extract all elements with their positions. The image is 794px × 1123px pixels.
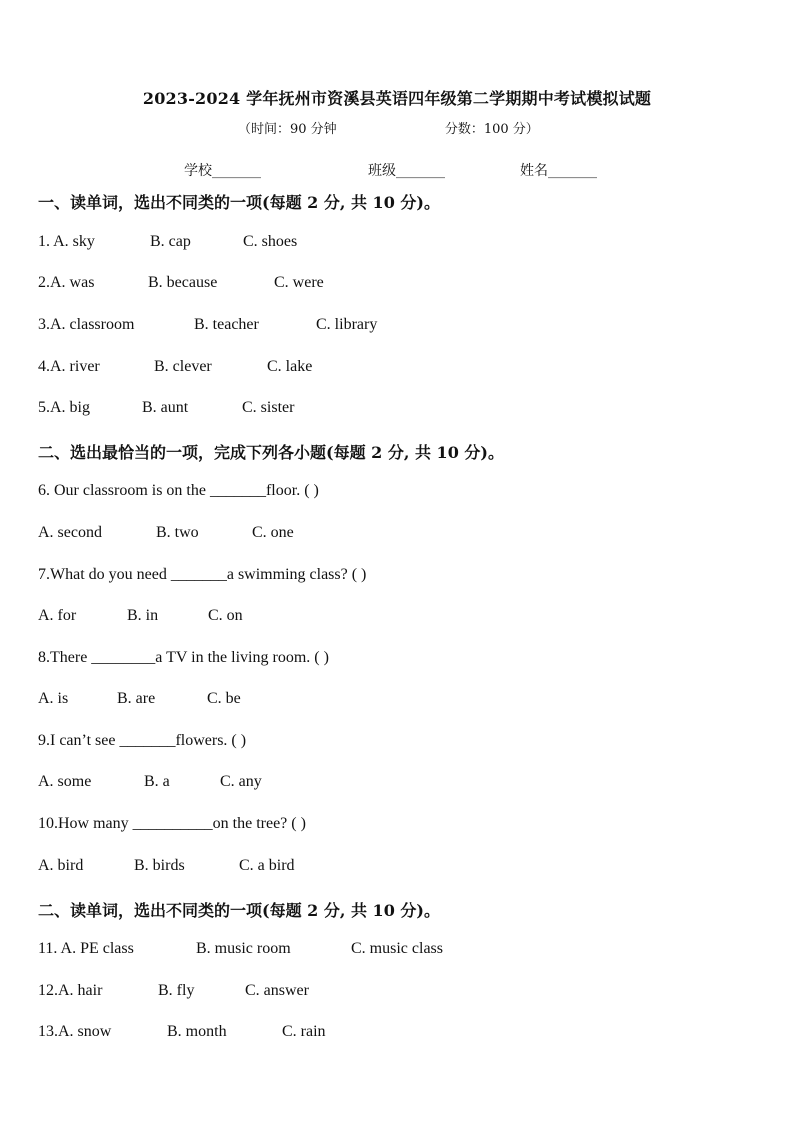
option-c: C. answer: [245, 982, 309, 999]
option-a: 12.A. hair: [38, 982, 103, 999]
option-b: B. two: [156, 524, 199, 541]
question-9-stem: 9.I can’t see _______flowers. ( ): [38, 732, 247, 749]
option-a: A. bird: [38, 857, 84, 874]
option-a: A. some: [38, 773, 92, 790]
option-c: C. shoes: [243, 233, 298, 250]
option-b: B. a: [144, 773, 170, 790]
option-a: 4.A. river: [38, 358, 100, 375]
option-b: B. cap: [150, 233, 191, 250]
option-b: B. fly: [158, 982, 195, 999]
option-b: B. month: [167, 1023, 227, 1040]
option-c: C. a bird: [239, 857, 295, 874]
option-a: 3.A. classroom: [38, 316, 135, 333]
option-b: B. teacher: [194, 316, 259, 333]
section-heading-3: 二、读单词，选出不同类的一项(每题 2 分, 共 10 分)。: [38, 901, 440, 920]
student-fields: [184, 160, 597, 180]
option-c: C. any: [220, 773, 262, 790]
question-8-stem: 8.There ________a TV in the living room. ( ): [38, 649, 329, 666]
exam-title: 2023-2024 学年抚州市资溪县英语四年级第二学期期中考试模拟试题: [142, 89, 652, 108]
option-c: C. sister: [242, 399, 295, 416]
option-c: C. rain: [282, 1023, 326, 1040]
question-10-stem: 10.How many __________on the tree? ( ): [38, 815, 306, 832]
option-a: 11. A. PE class: [38, 940, 134, 957]
option-b: B. in: [127, 607, 159, 624]
option-b: B. birds: [134, 857, 185, 874]
question-7-stem: 7.What do you need _______a swimming class? ( ): [38, 566, 367, 583]
option-b: B. because: [148, 274, 218, 291]
question-6-stem: 6. Our classroom is on the _______floor. ( ): [38, 482, 319, 499]
option-a: 1. A. sky: [38, 233, 95, 250]
school-field: 学校_______: [184, 163, 261, 179]
option-c: C. on: [208, 607, 243, 624]
option-b: B. music room: [196, 940, 291, 957]
exam-info: [238, 118, 539, 137]
option-c: C. music class: [351, 940, 443, 957]
option-c: C. lake: [267, 358, 313, 375]
option-a: 5.A. big: [38, 399, 90, 416]
option-a: A. is: [38, 690, 69, 707]
option-a: 13.A. snow: [38, 1023, 112, 1040]
option-a: A. second: [38, 524, 102, 541]
option-b: B. are: [117, 690, 156, 707]
option-a: 2.A. was: [38, 274, 95, 291]
name-field: 姓名_______: [520, 163, 597, 179]
option-b: B. aunt: [142, 399, 189, 416]
section-heading-2: 二、选出最恰当的一项，完成下列各小题(每题 2 分, 共 10 分)。: [38, 443, 504, 462]
option-b: B. clever: [154, 358, 212, 375]
exam-time: （时间：90 分钟: [238, 122, 337, 137]
option-a: A. for: [38, 607, 77, 624]
option-c: C. be: [207, 690, 241, 707]
class-field: 班级_______: [368, 163, 445, 179]
option-c: C. were: [274, 274, 324, 291]
option-c: C. library: [316, 316, 378, 333]
section-heading-1: 一、读单词，选出不同类的一项(每题 2 分, 共 10 分)。: [38, 193, 440, 212]
option-c: C. one: [252, 524, 294, 541]
exam-score: 分数：100 分）: [444, 122, 539, 137]
